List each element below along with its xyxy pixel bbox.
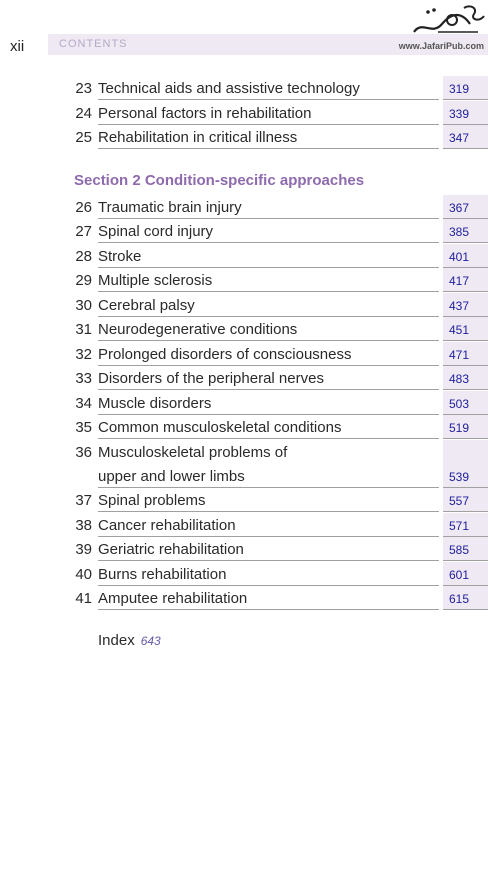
- page-number-box: [443, 268, 488, 292]
- chapter-number: 40: [75, 565, 92, 583]
- chapter-title: Personal factors in rehabilitation: [98, 104, 312, 122]
- chapter-page: 437: [449, 298, 470, 313]
- chapter-page: 367: [449, 201, 470, 215]
- toc-entry[interactable]: [70, 342, 488, 366]
- chapter-title: Musculoskeletal problems of: [98, 443, 288, 461]
- page-number-box: [443, 125, 488, 149]
- chapter-title: Cancer rehabilitation: [98, 516, 236, 534]
- page-number-box: [443, 391, 488, 415]
- chapter-number: 37: [75, 492, 92, 510]
- toc-entry[interactable]: [70, 513, 488, 537]
- chapter-number: 25: [75, 129, 92, 146]
- chapter-number: 41: [75, 590, 92, 608]
- chapter-title: Traumatic brain injury: [98, 199, 242, 216]
- chapter-number: 35: [75, 419, 92, 437]
- chapter-title: Common musculoskeletal conditions: [98, 419, 342, 437]
- chapter-number: 36: [75, 443, 92, 461]
- page-number-box: [443, 342, 488, 366]
- chapter-page: 519: [449, 421, 470, 436]
- page-number-box: [443, 101, 488, 125]
- page-number-box: [443, 76, 488, 100]
- chapter-page: 471: [449, 347, 470, 362]
- page-number-box: [443, 440, 488, 464]
- page-number: xii: [10, 38, 25, 55]
- toc-entry[interactable]: [70, 488, 488, 512]
- toc-entry[interactable]: [70, 268, 488, 292]
- chapter-page: 451: [449, 323, 470, 338]
- toc-entry[interactable]: [70, 391, 488, 415]
- chapter-title: Cerebral palsy: [98, 296, 195, 314]
- chapter-title: Amputee rehabilitation: [98, 590, 248, 608]
- toc-entry[interactable]: [70, 293, 488, 317]
- chapter-number: 23: [75, 80, 92, 97]
- page-number-box: [443, 513, 488, 537]
- chapter-page: 401: [449, 249, 470, 264]
- toc-entry[interactable]: [70, 440, 488, 464]
- chapter-page: 539: [449, 469, 470, 484]
- chapter-page: 385: [449, 225, 470, 240]
- toc-entry[interactable]: [70, 101, 488, 125]
- page-number-box: [443, 317, 488, 341]
- chapter-title: Disorders of the peripheral nerves: [98, 370, 324, 388]
- publisher-logo-icon: [408, 2, 488, 38]
- chapter-number: 28: [75, 247, 92, 265]
- site-url: www.JafariPub.com: [398, 41, 484, 51]
- page-number-box: [443, 244, 488, 268]
- toc-entry[interactable]: [70, 415, 488, 439]
- toc-entry[interactable]: [70, 586, 488, 610]
- chapter-number: 26: [75, 199, 92, 216]
- chapter-title: Spinal problems: [98, 492, 206, 510]
- chapter-page: 347: [449, 131, 470, 145]
- toc-entry[interactable]: [70, 195, 488, 219]
- page-number-box: [443, 195, 488, 219]
- index-page: 643: [140, 634, 161, 648]
- toc-entry[interactable]: [70, 366, 488, 390]
- chapter-number: 24: [75, 104, 92, 122]
- chapter-title: Geriatric rehabilitation: [98, 541, 244, 559]
- toc-entry[interactable]: [70, 125, 488, 149]
- page-number-box: [443, 415, 488, 439]
- chapter-title: Muscle disorders: [98, 394, 212, 412]
- page-number-box: [443, 537, 488, 561]
- toc-entry[interactable]: [70, 76, 488, 100]
- chapter-title: upper and lower limbs: [98, 467, 245, 485]
- page-number-box: [443, 488, 488, 512]
- chapter-page: 319: [449, 82, 470, 96]
- chapter-title: Technical aids and assistive technology: [98, 80, 360, 97]
- chapter-page: 483: [449, 372, 470, 387]
- chapter-number: 27: [75, 223, 92, 241]
- chapter-page: 601: [449, 567, 470, 582]
- chapter-number: 38: [75, 516, 92, 534]
- chapter-number: 31: [75, 321, 92, 339]
- chapter-page: 503: [449, 396, 470, 411]
- running-head: CONTENTS: [59, 38, 128, 50]
- chapter-page: 585: [449, 543, 470, 558]
- chapter-number: 29: [75, 272, 92, 290]
- toc-entry[interactable]: [70, 317, 488, 341]
- chapter-number: 39: [75, 541, 92, 559]
- page-number-box: [443, 464, 488, 488]
- chapter-number: 32: [75, 345, 92, 363]
- chapter-title: Spinal cord injury: [98, 223, 214, 241]
- chapter-title: Rehabilitation in critical illness: [98, 129, 298, 146]
- chapter-number: 30: [75, 296, 92, 314]
- chapter-page: 557: [449, 494, 470, 509]
- toc-entry[interactable]: [70, 219, 488, 243]
- page-number-box: [443, 562, 488, 586]
- toc-entry[interactable]: [70, 562, 488, 586]
- page-number-box: [443, 219, 488, 243]
- chapter-page: 571: [449, 518, 470, 533]
- chapter-page: 339: [449, 106, 470, 121]
- toc-entry[interactable]: [70, 244, 488, 268]
- page-number-box: [443, 366, 488, 390]
- chapter-page: 615: [449, 592, 470, 607]
- toc-entry[interactable]: [70, 464, 488, 488]
- chapter-title: Prolonged disorders of consciousness: [98, 345, 352, 363]
- chapter-title: Multiple sclerosis: [98, 272, 213, 290]
- chapter-title: Neurodegenerative conditions: [98, 321, 298, 339]
- index-label: Index: [98, 632, 135, 649]
- page-number-box: [443, 586, 488, 610]
- chapter-number: 33: [75, 370, 92, 388]
- page-number-box: [443, 293, 488, 317]
- index-entry[interactable]: [98, 632, 161, 649]
- section-heading: Section 2 Condition-specific approaches: [74, 172, 365, 189]
- row-divider: [98, 609, 439, 610]
- toc-entry[interactable]: [70, 537, 488, 561]
- chapter-title: Burns rehabilitation: [98, 565, 227, 583]
- chapter-title: Stroke: [98, 247, 142, 265]
- row-divider: [98, 148, 439, 149]
- chapter-number: 34: [75, 394, 92, 412]
- chapter-page: 417: [449, 274, 470, 289]
